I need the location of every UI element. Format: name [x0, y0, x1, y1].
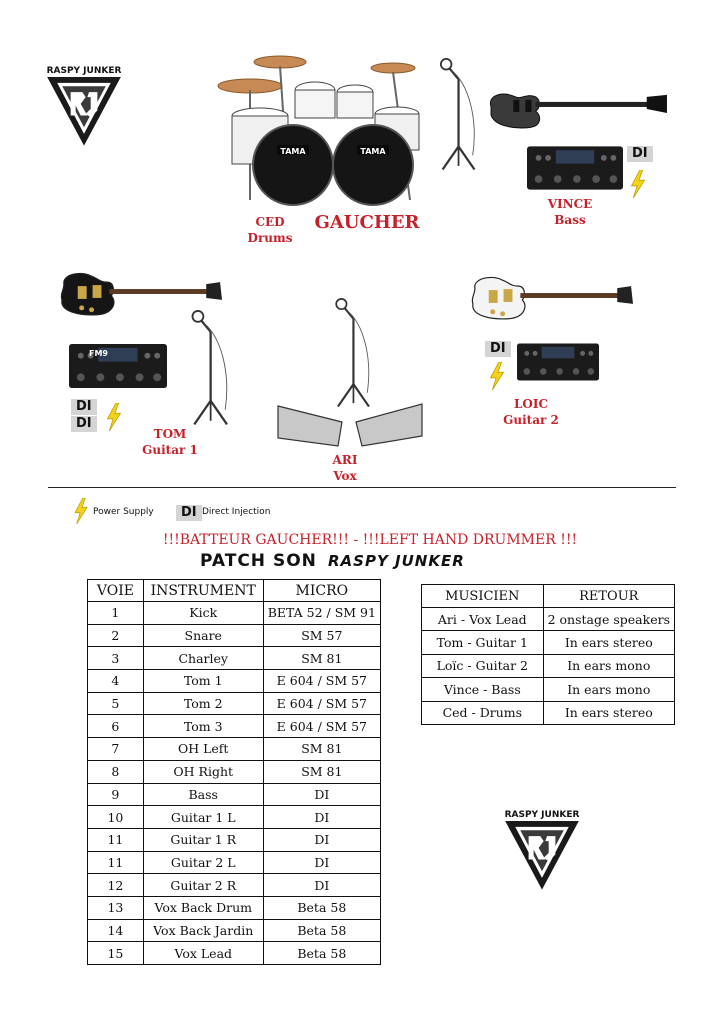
guitar1-role: Guitar 1 — [142, 443, 198, 457]
legend-di-badge: DI — [176, 505, 202, 521]
drums-role: Drums — [247, 231, 293, 245]
patch-row-cell: Beta 58 — [263, 896, 380, 919]
patch-row-cell: 11 — [88, 851, 144, 874]
logo-name: RASPY JUNKER — [46, 66, 122, 76]
patch-row-cell: Vox Back Drum — [143, 896, 263, 919]
patch-row-cell: 4 — [88, 670, 144, 693]
patch-row-cell: Beta 58 — [263, 919, 380, 942]
guitar2-image — [467, 272, 635, 322]
guitar1-mic-icon — [176, 310, 238, 428]
bass-di-badge: DI — [627, 146, 653, 162]
guitar2-label — [498, 396, 564, 428]
drum-brand-right: TAMA — [360, 147, 386, 156]
patch-row-cell: Kick — [143, 602, 263, 625]
guitar1-fm9-pedal-image — [69, 343, 167, 389]
patch-row-cell: E 604 / SM 57 — [263, 692, 380, 715]
patch-row-cell: Beta 58 — [263, 942, 380, 965]
patch-row — [88, 828, 381, 851]
vocals-musician: ARI — [332, 453, 358, 467]
patch-row-cell: Guitar 1 R — [143, 828, 263, 851]
retour-row-cell: Tom - Guitar 1 — [422, 631, 544, 654]
vocals-role: Vox — [333, 469, 357, 483]
bass-musician: VINCE — [547, 197, 593, 211]
patch-row-cell: Vox Back Jardin — [143, 919, 263, 942]
retour-row — [422, 608, 675, 631]
patch-row-cell: 1 — [88, 602, 144, 625]
patch-row-cell: 11 — [88, 828, 144, 851]
patch-row-cell: DI — [263, 874, 380, 897]
guitar1-label — [140, 426, 200, 458]
guitar1-musician: TOM — [153, 427, 187, 441]
patch-row-cell: 10 — [88, 806, 144, 829]
patch-row-cell: OH Right — [143, 760, 263, 783]
raspy-junker-logo-bottom — [492, 806, 592, 898]
patch-row-cell: 9 — [88, 783, 144, 806]
fm9-text: FM9 — [89, 349, 108, 358]
monitor-table — [421, 584, 675, 725]
patch-row-cell: 15 — [88, 942, 144, 965]
gaucher-label: GAUCHER — [314, 212, 420, 233]
patch-row-cell: BETA 52 / SM 91 — [263, 602, 380, 625]
patch-row-cell: SM 81 — [263, 760, 380, 783]
patch-row-cell: DI — [263, 851, 380, 874]
section-divider — [48, 487, 676, 488]
col-header-voie: VOIE — [88, 580, 144, 602]
patch-row-cell: SM 81 — [263, 647, 380, 670]
patch-row-cell: Tom 3 — [143, 715, 263, 738]
patch-row-cell: 8 — [88, 760, 144, 783]
patch-row-cell: Bass — [143, 783, 263, 806]
drum-kit-image — [205, 50, 420, 210]
patch-row-cell: Guitar 2 L — [143, 851, 263, 874]
patch-son-title: PATCH SON — [200, 551, 317, 571]
retour-row-cell: In ears stereo — [543, 701, 674, 724]
patch-row — [88, 783, 381, 806]
patch-row-cell: Tom 2 — [143, 692, 263, 715]
patch-row — [88, 896, 381, 919]
guitar1-power-bolt-icon — [104, 403, 124, 431]
patch-row-cell: SM 81 — [263, 738, 380, 761]
patch-row-cell: DI — [263, 783, 380, 806]
bass-role: Bass — [554, 213, 586, 227]
patch-row — [88, 851, 381, 874]
patch-row-cell: 3 — [88, 647, 144, 670]
patch-row — [88, 738, 381, 761]
bass-label — [540, 196, 600, 228]
patch-row-cell: E 604 / SM 57 — [263, 715, 380, 738]
patch-row-cell: Vox Lead — [143, 942, 263, 965]
col-header-retour: RETOUR — [543, 585, 674, 608]
patch-row-cell: 12 — [88, 874, 144, 897]
legend-power-text: Power Supply — [93, 507, 154, 517]
legend-power-bolt-icon — [72, 498, 90, 524]
legend-di-text: Direct Injection — [202, 507, 271, 517]
guitar2-processor-image — [517, 338, 599, 386]
patch-row-cell: OH Left — [143, 738, 263, 761]
patch-row-cell: DI — [263, 806, 380, 829]
patch-row-cell: Charley — [143, 647, 263, 670]
col-header-instrument: INSTRUMENT — [143, 580, 263, 602]
bass-processor-image — [527, 145, 623, 191]
patch-row — [88, 760, 381, 783]
guitar1-di-badge-1: DI — [71, 399, 97, 415]
retour-row-cell: 2 onstage speakers — [543, 608, 674, 631]
retour-row — [422, 678, 675, 701]
patch-row — [88, 647, 381, 670]
patch-row-cell: 13 — [88, 896, 144, 919]
drum-vocal-mic-icon — [426, 58, 484, 173]
drum-brand-left: TAMA — [280, 147, 306, 156]
patch-row — [88, 715, 381, 738]
drums-musician: CED — [255, 215, 285, 229]
patch-row — [88, 806, 381, 829]
patch-row-cell: E 604 / SM 57 — [263, 670, 380, 693]
retour-row-cell: In ears mono — [543, 678, 674, 701]
retour-row — [422, 654, 675, 677]
patch-row — [88, 670, 381, 693]
patch-row-cell: Snare — [143, 624, 263, 647]
patch-table — [87, 579, 381, 965]
retour-row-cell: In ears stereo — [543, 631, 674, 654]
drums-label — [240, 214, 300, 246]
guitar2-role: Guitar 2 — [503, 413, 559, 427]
retour-row-cell: Loïc - Guitar 2 — [422, 654, 544, 677]
patch-row-cell: SM 57 — [263, 624, 380, 647]
patch-row — [88, 942, 381, 965]
vocals-label — [315, 452, 375, 484]
bass-power-bolt-icon — [628, 170, 648, 198]
patch-row — [88, 602, 381, 625]
patch-row-cell: 14 — [88, 919, 144, 942]
patch-row — [88, 624, 381, 647]
col-header-musicien: MUSICIEN — [422, 585, 544, 608]
guitar2-musician: LOIC — [513, 397, 549, 411]
guitar2-power-bolt-icon — [487, 362, 507, 390]
raspy-junker-logo-top — [34, 62, 134, 154]
guitar2-di-badge: DI — [485, 341, 511, 357]
retour-row — [422, 631, 675, 654]
patch-row-cell: 6 — [88, 715, 144, 738]
retour-row-cell: Ced - Drums — [422, 701, 544, 724]
col-header-micro: MICRO — [263, 580, 380, 602]
retour-row — [422, 701, 675, 724]
bass-guitar-image — [487, 84, 669, 136]
patch-row — [88, 874, 381, 897]
patch-row-cell: 7 — [88, 738, 144, 761]
patch-row-cell: DI — [263, 828, 380, 851]
stage-wedge-monitors — [274, 400, 429, 450]
guitar1-di-badge-2: DI — [71, 416, 97, 432]
patch-row-cell: Guitar 1 L — [143, 806, 263, 829]
patch-row-cell: Guitar 2 R — [143, 874, 263, 897]
retour-row-cell: Vince - Bass — [422, 678, 544, 701]
patch-row — [88, 692, 381, 715]
logo-name-bottom: RASPY JUNKER — [504, 810, 580, 820]
patch-row-cell: 2 — [88, 624, 144, 647]
patch-title-band-name: RASPY JUNKER — [328, 552, 465, 570]
patch-row-cell: Tom 1 — [143, 670, 263, 693]
patch-row-cell: 5 — [88, 692, 144, 715]
retour-row-cell: Ari - Vox Lead — [422, 608, 544, 631]
retour-row-cell: In ears mono — [543, 654, 674, 677]
lead-vocal-mic-icon — [322, 298, 378, 410]
left-hand-drummer-warning: !!!BATTEUR GAUCHER!!! - !!!LEFT HAND DRUMMER !!! — [162, 532, 578, 548]
patch-row — [88, 919, 381, 942]
